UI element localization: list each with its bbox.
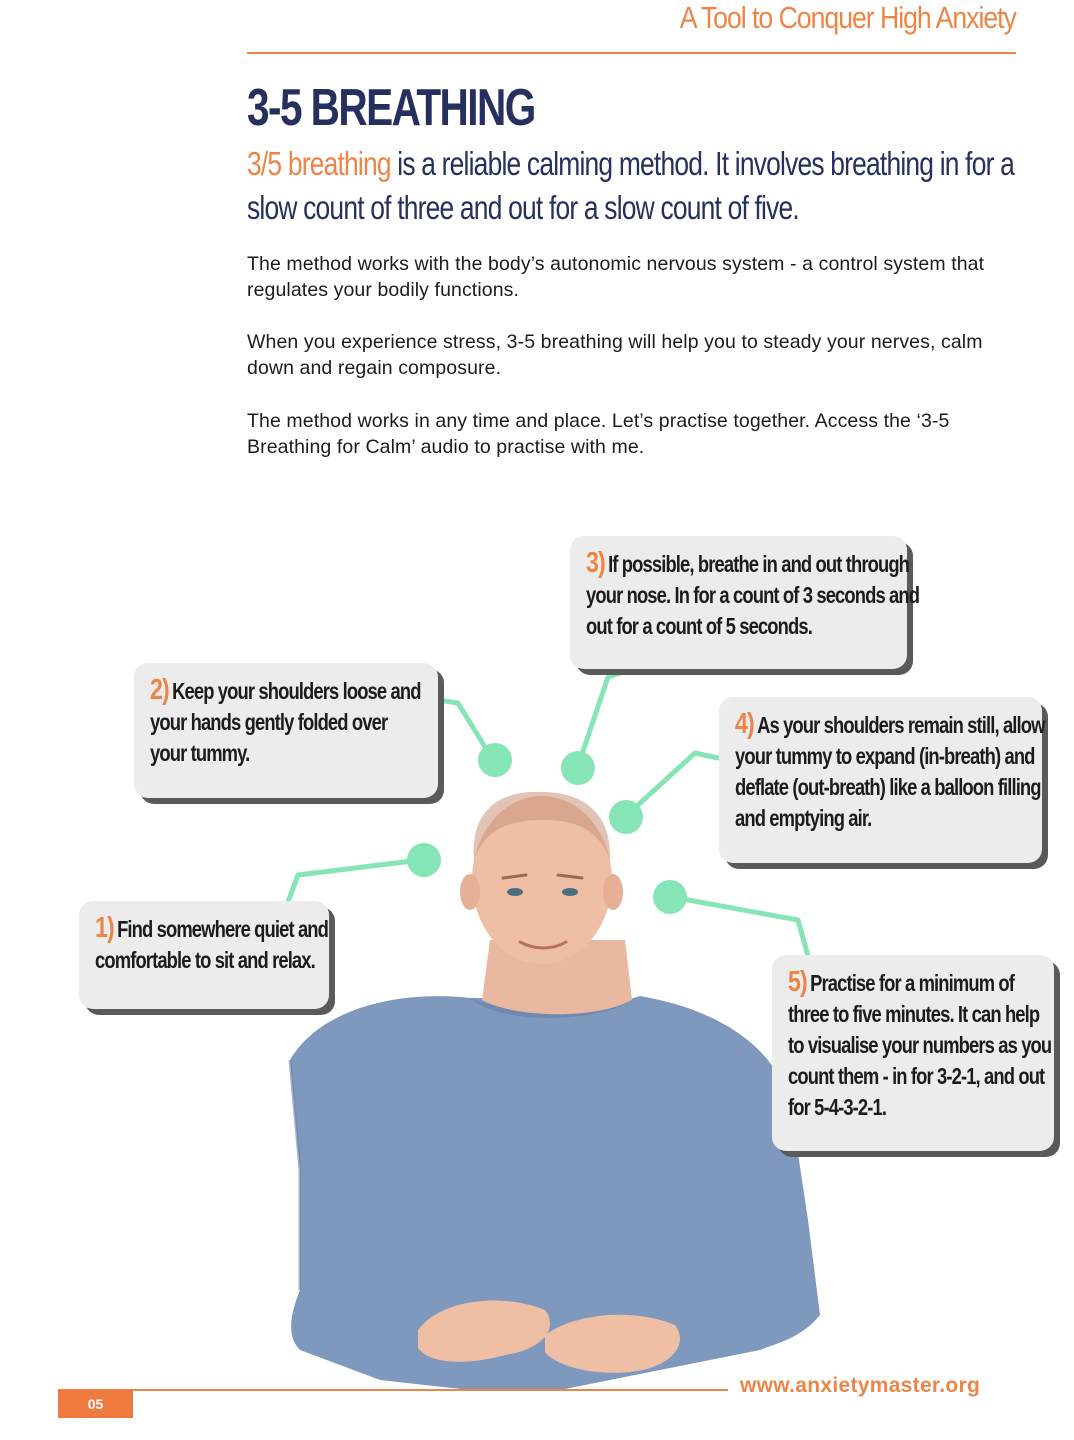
connector-dot-1	[407, 843, 441, 877]
paragraph-3: The method works in any time and place. Let’s practise together. Access the ‘3-5 Breathing for Calm’ audio to practise with me.	[247, 410, 950, 458]
page-title: 3-5 BREATHING	[247, 79, 535, 137]
step-3-line: If possible, breathe in and out through	[608, 551, 910, 577]
paragraph-1: The method works with the body’s autonomic nervous system - a control system that regulates your bodily functions.	[247, 253, 985, 301]
step-5-line: Practise for a minimum of	[810, 970, 1015, 996]
step-number-4: 4)	[735, 708, 754, 740]
right-ear	[603, 874, 623, 910]
left-eye	[507, 888, 523, 896]
step-number-3: 3)	[586, 547, 605, 579]
header-divider	[247, 52, 1016, 54]
step-number-2: 2)	[150, 674, 169, 706]
footer-url-link[interactable]: www.anxietymaster.org	[740, 1374, 981, 1397]
step-4-line: As your shoulders remain still, allow	[757, 712, 1045, 738]
step-2-line: Keep your shoulders loose and	[172, 678, 421, 704]
step-5-line: count them - in for 3-2-1, and out	[788, 1063, 1045, 1089]
subtitle-highlight: 3/5 breathing	[247, 145, 391, 182]
step-4-line: deflate (out-breath) like a balloon filling	[735, 774, 1041, 800]
left-ear	[460, 874, 480, 910]
step-callout-2	[134, 663, 438, 798]
connector-dot-5	[653, 880, 687, 914]
subtitle-text: is a reliable calming method. It involves breathing in for a slow count of three and out for a slow count of five.	[247, 145, 1015, 226]
page-subtitle	[247, 142, 1015, 230]
connector-1	[288, 860, 420, 902]
step-2-line: your hands gently folded over	[150, 709, 388, 735]
breathing-figure	[0, 520, 1074, 1390]
connector-dot-3	[561, 751, 595, 785]
header-title: A Tool to Conquer High Anxiety	[679, 0, 1016, 35]
step-number-5: 5)	[788, 966, 807, 998]
connector-dot-2	[478, 743, 512, 777]
right-eye	[562, 888, 578, 896]
step-5-line: three to five minutes. It can help	[788, 1001, 1040, 1027]
step-1-line: comfortable to sit and relax.	[95, 947, 315, 973]
connector-dot-4	[609, 800, 643, 834]
step-4-line: your tummy to expand (in-breath) and	[735, 743, 1035, 769]
step-2-line: your tummy.	[150, 740, 250, 766]
step-number-1: 1)	[95, 912, 114, 944]
page-number-badge: 05	[58, 1390, 133, 1418]
step-callout-3	[570, 536, 920, 669]
step-3-line: your nose. In for a count of 3 seconds and	[586, 582, 920, 608]
step-5-line: for 5-4-3-2-1.	[788, 1094, 887, 1120]
person-photo	[290, 792, 820, 1390]
step-5-line: to visualise your numbers as you	[788, 1032, 1052, 1058]
step-3-line: out for a count of 5 seconds.	[586, 613, 812, 639]
step-4-line: and emptying air.	[735, 805, 872, 831]
footer-divider	[58, 1389, 728, 1391]
step-callout-1	[79, 901, 329, 1009]
step-callout-5	[772, 955, 1054, 1151]
paragraph-2: When you experience stress, 3-5 breathing will help you to steady your nerves, calm down and regain composure.	[247, 331, 983, 379]
step-callout-4	[719, 697, 1045, 863]
connector-4	[627, 753, 718, 815]
connector-3	[578, 662, 652, 766]
connector-5	[672, 897, 808, 956]
step-1-line: Find somewhere quiet and	[117, 916, 329, 942]
